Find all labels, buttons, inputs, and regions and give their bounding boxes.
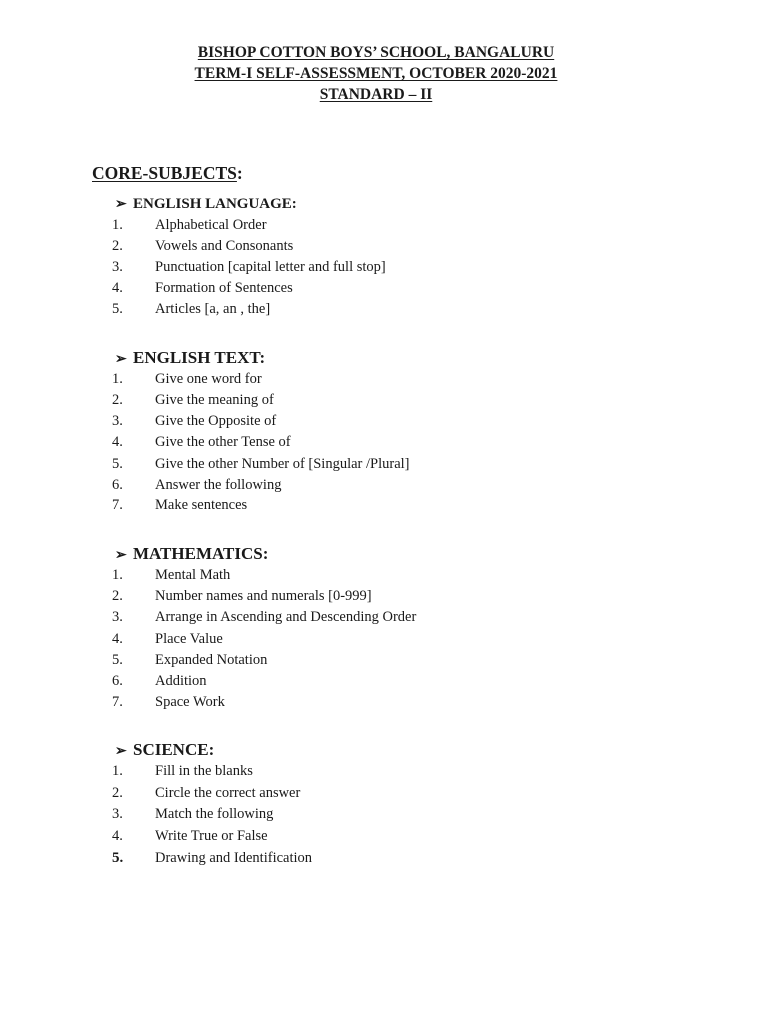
item-number: 1. (112, 217, 123, 233)
item-number: 5. (112, 301, 123, 317)
item-number: 3. (112, 413, 123, 429)
item-text: Make sentences (155, 497, 248, 513)
item-number: 2. (112, 785, 123, 801)
item-text: Give the other Number of [Singular /Plural] (155, 456, 410, 472)
item-text: Expanded Notation (155, 652, 268, 668)
section-title (115, 740, 214, 760)
core-subjects-label: CORE-SUBJECTS (92, 163, 237, 183)
section-title-text: MATHEMATICS: (133, 544, 269, 563)
item-number: 2. (112, 238, 123, 254)
item-text: Alphabetical Order (155, 217, 267, 233)
item-text: Arrange in Ascending and Descending Order (155, 609, 417, 625)
item-text: Punctuation [capital letter and full stop] (155, 259, 386, 275)
item-number: 1. (112, 763, 123, 779)
item-text: Number names and numerals [0-999] (155, 588, 372, 604)
document-header (0, 42, 752, 105)
item-text: Formation of Sentences (155, 280, 293, 296)
item-number: 4. (112, 631, 123, 647)
item-text: Write True or False (155, 828, 268, 844)
assessment-title: TERM-I SELF-ASSESSMENT, OCTOBER 2020-2021 (194, 65, 558, 82)
section-title-text: ENGLISH LANGUAGE: (133, 196, 297, 212)
item-text: Circle the correct answer (155, 785, 301, 801)
arrow-bullet-icon: ➢ (115, 744, 127, 759)
arrow-bullet-icon: ➢ (115, 197, 127, 212)
item-text: Give the other Tense of (155, 434, 291, 450)
item-number: 4. (112, 434, 123, 450)
school-name: BISHOP COTTON BOYS’ SCHOOL, BANGALURU (197, 44, 555, 61)
section-title-text: ENGLISH TEXT: (133, 348, 266, 367)
item-number: 2. (112, 392, 123, 408)
section-title (115, 544, 268, 564)
core-subjects-colon: : (236, 163, 243, 183)
section-title (115, 196, 297, 213)
item-text: Addition (155, 673, 207, 689)
item-number: 1. (112, 371, 123, 387)
item-text: Drawing and Identification (155, 850, 313, 866)
item-text: Vowels and Consonants (155, 238, 294, 254)
item-text: Answer the following (155, 477, 282, 493)
item-text: Space Work (155, 694, 225, 710)
item-text: Fill in the blanks (155, 763, 253, 779)
item-text: Give one word for (155, 371, 262, 387)
item-text: Articles [a, an , the] (155, 301, 271, 317)
item-number: 3. (112, 806, 123, 822)
item-text: Place Value (155, 631, 223, 647)
item-number: 3. (112, 259, 123, 275)
section-title-text: SCIENCE: (133, 740, 215, 759)
section-title (115, 348, 265, 368)
item-number: 6. (112, 477, 123, 493)
item-text: Give the meaning of (155, 392, 274, 408)
item-number: 4. (112, 280, 123, 296)
arrow-bullet-icon: ➢ (115, 548, 127, 563)
item-number: 4. (112, 828, 123, 844)
item-number: 5. (112, 652, 123, 668)
item-number: 5. (112, 850, 124, 866)
item-number: 7. (112, 694, 123, 710)
item-number: 2. (112, 588, 123, 604)
core-subjects-heading (92, 163, 243, 184)
item-number: 3. (112, 609, 123, 625)
item-number: 1. (112, 567, 123, 583)
item-text: Mental Math (155, 567, 231, 583)
item-number: 7. (112, 497, 123, 513)
item-text: Give the Opposite of (155, 413, 277, 429)
standard-label: STANDARD – II (319, 86, 433, 103)
item-number: 5. (112, 456, 123, 472)
item-number: 6. (112, 673, 123, 689)
item-text: Match the following (155, 806, 274, 822)
arrow-bullet-icon: ➢ (115, 352, 127, 367)
